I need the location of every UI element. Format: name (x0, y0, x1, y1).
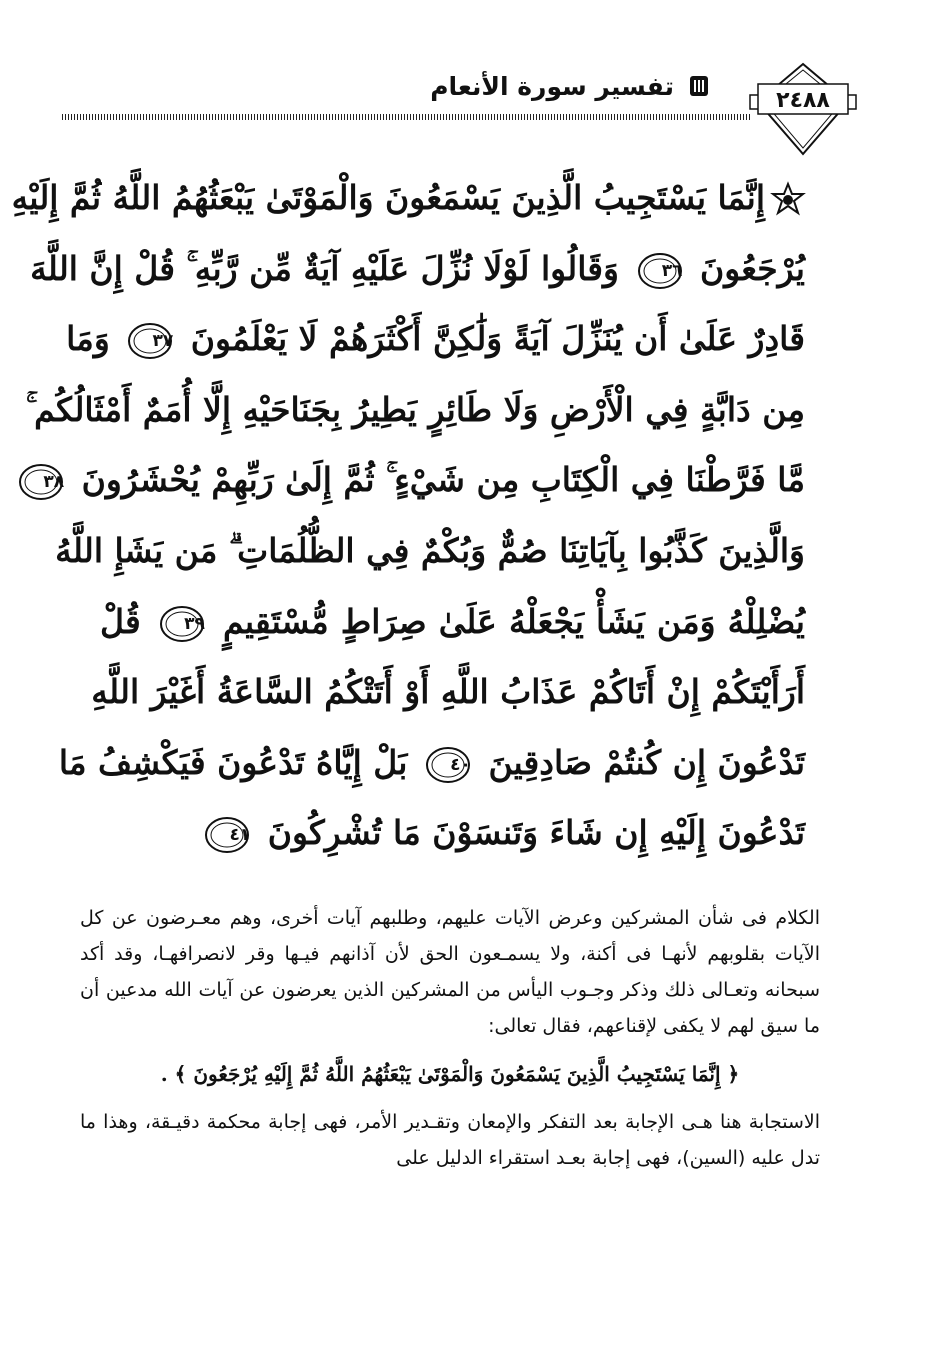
quran-line: قَادِرٌ عَلَىٰ أَن يُنَزِّلَ آيَةً وَلَٰكِنَّ أَكْثَرَهُمْ لَا يَعْلَمُونَ ٣٧ وَمَا (100, 306, 805, 371)
ayah-marker: ٤١ (204, 815, 250, 855)
running-title (380, 66, 710, 106)
page-number: ٢٤٨٨ (776, 88, 830, 113)
quran-line: أَرَأَيْتَكُمْ إِنْ أَتَاكُمْ عَذَابُ اللَّهِ أَوْ أَتَتْكُمُ السَّاعَةُ أَغَيْرَ اللَّهِ (91, 672, 805, 712)
quran-line: يُرْجَعُونَ ٣٦ وَقَالُوا لَوْلَا نُزِّلَ عَلَيْهِ آيَةٌ مِّن رَّبِّهِ ۚ قُلْ إِنَّ اللَّهَ (100, 236, 805, 301)
commentary-paragraph: الاستجابة هنا هـى الإجابة بعد التفكر والإمعان وتقـدير الأمر، فهى إجابة محكمة دقيـقة، وهذا ما تدل عليه (السين)، فهى إجابة بعـد استقراء الدليل على (80, 1111, 820, 1169)
ayah-marker: ٣٨ (18, 462, 64, 502)
quran-line: مِن دَابَّةٍ فِي الْأَرْضِ وَلَا طَائِرٍ يَطِيرُ بِجَنَاحَيْهِ إِلَّا أُمَمٌ أَمْثَالُكُم ۚ (25, 389, 805, 429)
quran-line: تَدْعُونَ إِن كُنتُمْ صَادِقِينَ ٤٠ بَلْ إِيَّاهُ تَدْعُونَ فَيَكْشِفُ مَا (100, 730, 805, 795)
quran-line: إِنَّمَا يَسْتَجِيبُ الَّذِينَ يَسْمَعُونَ وَالْمَوْتَىٰ يَبْعَثُهُمُ اللَّهُ ثُمَّ إِلَيْهِ (100, 165, 805, 230)
ornament-icon (688, 72, 710, 100)
commentary (80, 900, 820, 1176)
quran-line: وَالَّذِينَ كَذَّبُوا بِآيَاتِنَا صُمٌّ وَبُكْمٌ فِي الظُّلُمَاتِ ۗ مَن يَشَإِ اللَّهُ (55, 530, 805, 570)
verse-quote: ﴿ إِنَّمَا يَسْتَجِيبُ الَّذِينَ يَسْمَعُونَ وَالْمَوْتَىٰ يَبْعَثُهُمُ اللَّهُ ثُمَّ إِلَيْهِ يُرْجَعُونَ ﴾ . (160, 1062, 740, 1086)
running-title-text: تفسير سورة الأنعام (430, 71, 674, 101)
ayah-marker: ٣٧ (127, 321, 173, 361)
quran-line: مَّا فَرَّطْنَا فِي الْكِتَابِ مِن شَيْءٍ ۚ ثُمَّ إِلَىٰ رَبِّهِمْ يُحْشَرُونَ ٣٨ (100, 447, 805, 512)
ayah-marker: ٣٩ (159, 604, 205, 644)
quran-verses (11, 165, 805, 870)
star-ornament-icon (771, 183, 805, 217)
commentary-paragraph: الكلام فى شأن المشركين وعرض الآيات عليهم، وطلبهم آيات أخرى، وهم معـرضون عن كل الآيات بقلوبهم لأنهـا فى أكنة، ولا يسمـعون الحق لأن آذانهم فيـها وقر لانصرافهـا، وقد أكد سبحانه وتعـالى ذلك وذكر وجـوب اليأس من المشركين الذين يعرضون عن آيات الله مدعين أن ما سيق لهم لا يكفى لإقناعهم، فقال تعالى: (80, 907, 820, 1037)
quran-line: يُضْلِلْهُ وَمَن يَشَأْ يَجْعَلْهُ عَلَىٰ صِرَاطٍ مُّسْتَقِيمٍ ٣٩ قُلْ (100, 589, 805, 654)
ayah-marker: ٣٦ (637, 251, 683, 291)
header-rule (62, 114, 750, 120)
ayah-marker: ٤٠ (425, 745, 471, 785)
quran-line: تَدْعُونَ إِلَيْهِ إِن شَاءَ وَتَنسَوْنَ مَا تُشْرِكُونَ ٤١ (100, 800, 805, 865)
